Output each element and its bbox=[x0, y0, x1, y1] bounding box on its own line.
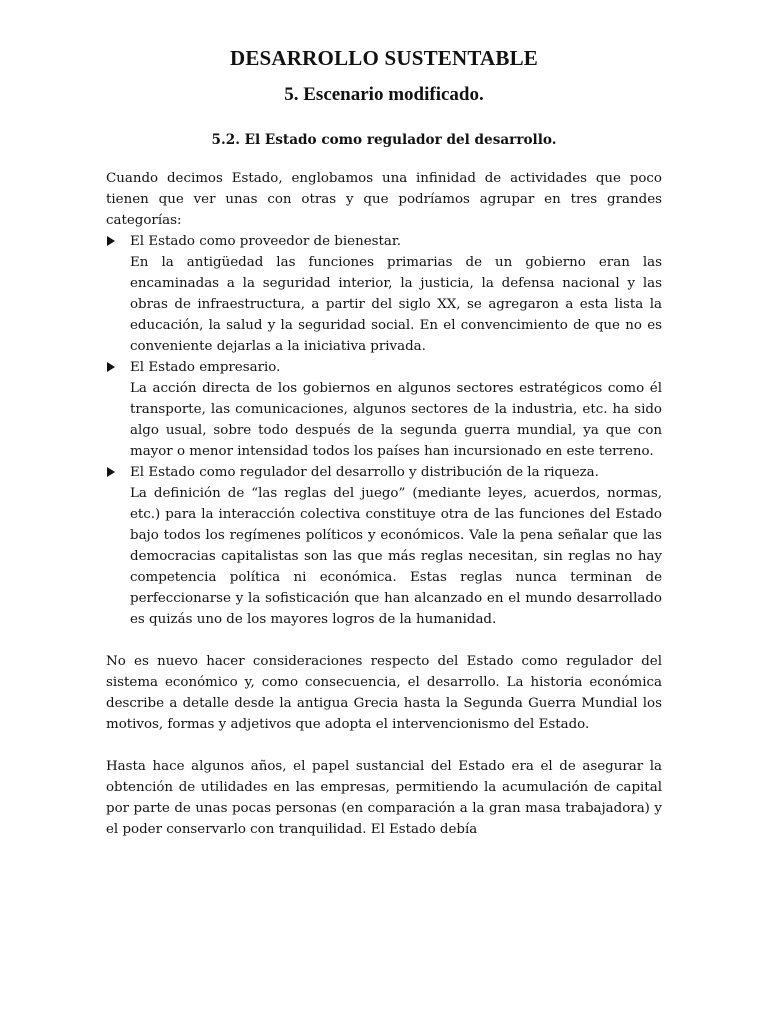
bullet-list bbox=[106, 231, 662, 630]
body-paragraph: Hasta hace algunos años, el papel sustancial del Estado era el de asegurar la obtención de utilidades en las empresas, permitiendo la acumulación de capital por parte de unas pocas personas (en comparación a la gran masa trabajadora) y el poder conservarlo con tranquilidad. El Estado debía bbox=[106, 759, 662, 837]
list-item bbox=[106, 357, 662, 462]
bullet-text: La acción directa de los gobiernos en algunos sectores estratégicos como él transporte, las comunicaciones, algunos sectores de la industria, etc. ha sido algo usual, sobre todo después de la segunda guerra mundial, ya que con mayor o menor intensidad todos los países han incursionado en este terreno. bbox=[130, 381, 662, 459]
bullet-text: En la antigüedad las funciones primarias de un gobierno eran las encaminadas a la seguridad interior, la justicia, la defensa nacional y las obras de infraestructura, a partir del siglo XX, se agregaron a esta lista la educación, la salud y la seguridad social. En el convencimiento de que no es conveniente dejarlas a la iniciativa privada. bbox=[130, 255, 662, 354]
document-page bbox=[106, 44, 662, 861]
bullet-heading: El Estado como proveedor de bienestar. bbox=[130, 234, 402, 249]
bullet-text: La definición de “las reglas del juego” (mediante leyes, acuerdos, normas, etc.) para la interacción colectiva constituye otra de las funciones del Estado bajo todos los regímenes políticos y económicos. Vale la pena señalar que las democracias capitalistas son las que más reglas necesitan, sin reglas no hay competencia política ni económica. Estas reglas nunca terminan de perfeccionarse y la sofisticación que han alcanzado en el mundo desarrollado es quizás uno de los mayores logros de la humanidad. bbox=[130, 486, 662, 627]
bullet-heading: El Estado como regulador del desarrollo y distribución de la riqueza. bbox=[130, 465, 599, 480]
arrowhead-bullet-icon bbox=[107, 467, 115, 477]
section-title: 5.2. El Estado como regulador del desarrollo. bbox=[211, 132, 557, 148]
list-item bbox=[106, 462, 662, 630]
arrowhead-bullet-icon bbox=[107, 362, 115, 372]
arrowhead-bullet-icon bbox=[107, 236, 115, 246]
list-item bbox=[106, 231, 662, 357]
document-title: DESARROLLO SUSTENTABLE bbox=[229, 46, 539, 70]
chapter-subtitle: 5. Escenario modificado. bbox=[284, 84, 484, 105]
body-paragraph: No es nuevo hacer consideraciones respecto del Estado como regulador del sistema económico y, como consecuencia, el desarrollo. La historia económica describe a detalle desde la antigua Grecia hasta la Segunda Guerra Mundial los motivos, formas y adjetivos que adopta el intervencionismo del Estado. bbox=[106, 654, 662, 732]
intro-paragraph: Cuando decimos Estado, englobamos una infinidad de actividades que poco tienen que ver unas con otras y que podríamos agrupar en tres grandes categorías: bbox=[106, 171, 662, 228]
bullet-heading: El Estado empresario. bbox=[130, 360, 281, 375]
